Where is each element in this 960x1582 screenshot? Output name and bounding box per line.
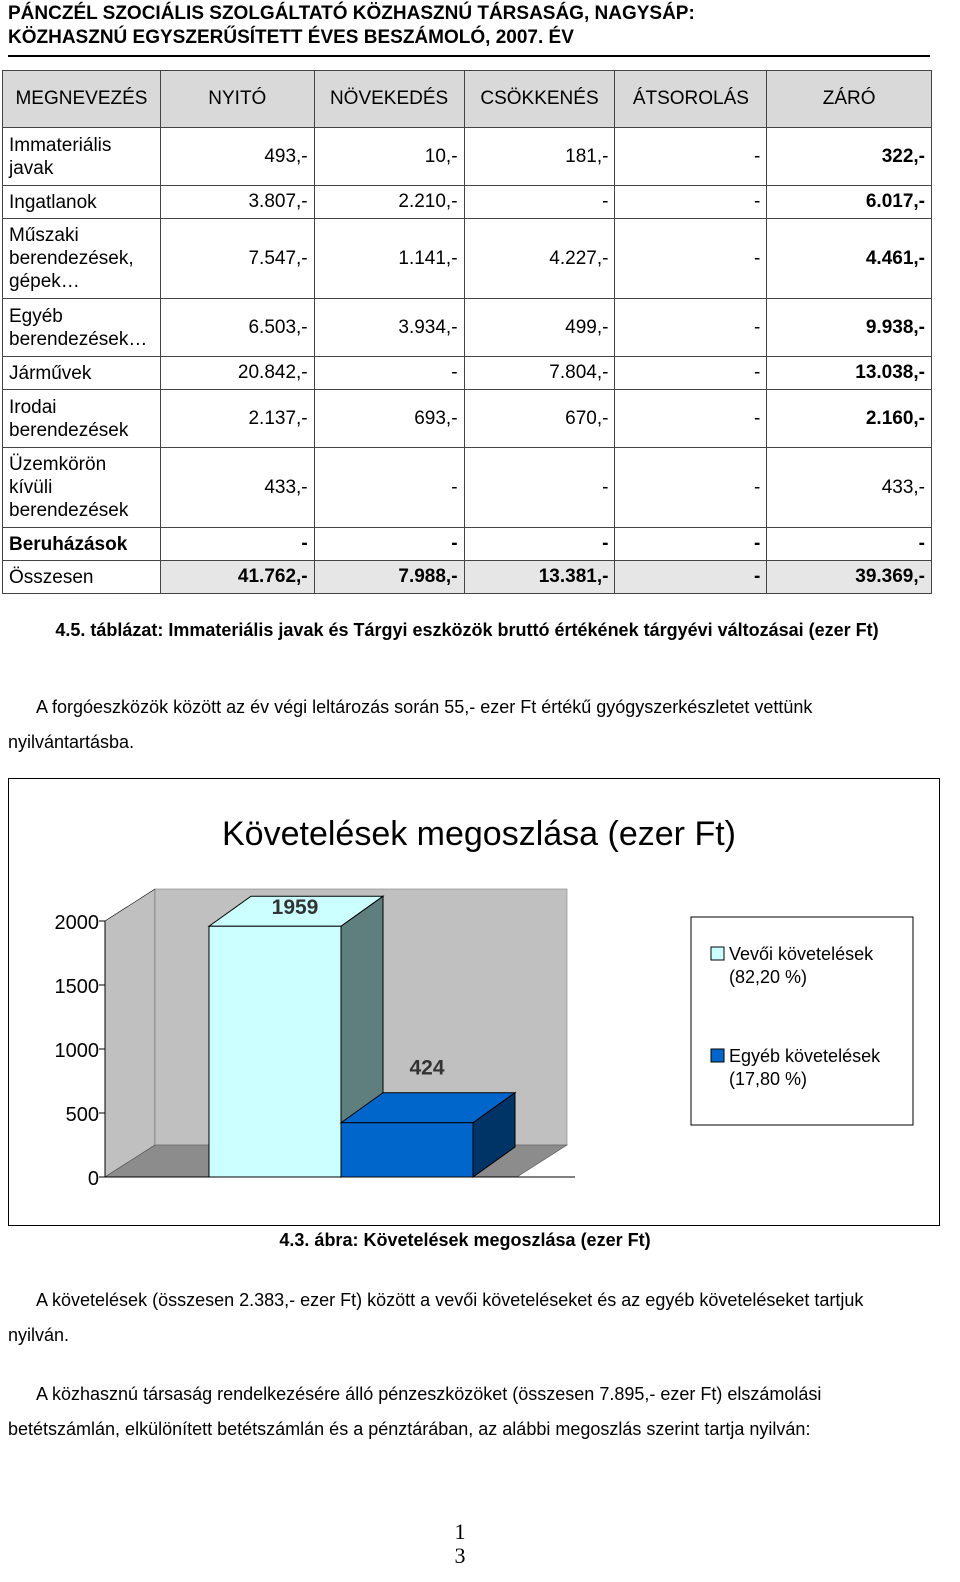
cell-csokkenes: - <box>464 528 615 561</box>
row-name: Összesen <box>3 561 161 594</box>
col-header-nyito: NYITÓ <box>160 71 314 128</box>
header-report-title: KÖZHASZNÚ EGYSZERŰSÍTETT ÉVES BESZÁMOLÓ, 2007. ÉV <box>8 27 574 48</box>
col-header-megnevezes: MEGNEVEZÉS <box>3 71 161 128</box>
bar-1 <box>341 1123 473 1177</box>
chart-title: Követelések megoszlása (ezer Ft) <box>222 815 736 853</box>
cell-atsorolas: - <box>615 561 767 594</box>
cell-zaro: 4.461,- <box>767 219 932 299</box>
row-name: Immateriális javak <box>3 128 161 186</box>
cell-csokkenes: 181,- <box>464 128 615 186</box>
chart-side-wall <box>105 889 155 1177</box>
legend-label-0: Vevői követelések <box>729 944 874 964</box>
paragraph-cash: A közhasznú társaság rendelkezésére álló pénzeszközöket (összesen 7.895,- ezer Ft) elszámolási betétszámlán, elkülönített betétszámlán és a pénztárában, az alábbi megoszlás szerint tartja nyilván: <box>8 1384 822 1439</box>
cell-nyito: 7.547,- <box>160 219 314 299</box>
cell-atsorolas: - <box>615 357 767 390</box>
y-tick-label: 2000 <box>54 912 99 934</box>
cell-csokkenes: 4.227,- <box>464 219 615 299</box>
legend-swatch-1 <box>711 1049 724 1062</box>
header-company-name: PÁNCZÉL SZOCIÁLIS SZOLGÁLTATÓ KÖZHASZNÚ TÁRSASÁG, NAGYSÁP: <box>8 3 695 24</box>
cell-nyito: 493,- <box>160 128 314 186</box>
cell-nyito: 6.503,- <box>160 299 314 357</box>
table-row <box>3 186 932 219</box>
cell-zaro: 13.038,- <box>767 357 932 390</box>
paragraph-receivables: A követelések (összesen 2.383,- ezer Ft) között a vevői követeléseket és az egyéb követeléseket tartjuk nyilván. <box>8 1290 864 1345</box>
cell-nyito: - <box>160 528 314 561</box>
assets-table <box>2 70 932 594</box>
table-row-total <box>3 561 932 594</box>
cell-zaro: 6.017,- <box>767 186 932 219</box>
cell-atsorolas: - <box>615 128 767 186</box>
cell-novekedes: 10,- <box>314 128 464 186</box>
cell-novekedes: 7.988,- <box>314 561 464 594</box>
cell-csokkenes: 7.804,- <box>464 357 615 390</box>
cell-atsorolas: - <box>615 390 767 448</box>
paragraph-inventory: A forgóeszközök között az év végi leltározás során 55,- ezer Ft értékű gyógyszerkészletet vettünk nyilvántartásba. <box>8 697 813 752</box>
col-header-novekedes: NÖVEKEDÉS <box>314 71 464 128</box>
y-tick-label: 0 <box>87 1168 99 1190</box>
table-row <box>3 528 932 561</box>
y-tick-label: 1500 <box>54 976 99 998</box>
table-caption: 4.5. táblázat: Immateriális javak és Tárgyi eszközök bruttó értékének tárgyévi változásai (ezer Ft) <box>55 620 879 640</box>
cell-zaro: - <box>767 528 932 561</box>
row-name: Műszaki berendezések, gépek… <box>3 219 161 299</box>
cell-nyito: 2.137,- <box>160 390 314 448</box>
table-row <box>3 219 932 299</box>
cell-novekedes: - <box>314 357 464 390</box>
cell-zaro: 9.938,- <box>767 299 932 357</box>
cell-atsorolas: - <box>615 186 767 219</box>
table-row <box>3 357 932 390</box>
table-row <box>3 128 932 186</box>
cell-nyito: 3.807,- <box>160 186 314 219</box>
cell-atsorolas: - <box>615 528 767 561</box>
cell-novekedes: 2.210,- <box>314 186 464 219</box>
chart-frame <box>8 778 940 1226</box>
chart-caption: 4.3. ábra: Követelések megoszlása (ezer Ft) <box>279 1230 651 1250</box>
receivables-chart <box>9 779 939 1225</box>
row-name: Egyéb berendezések… <box>3 299 161 357</box>
cell-csokkenes: 670,- <box>464 390 615 448</box>
table-header-row <box>3 71 932 128</box>
cell-novekedes: 1.141,- <box>314 219 464 299</box>
cell-nyito: 41.762,- <box>160 561 314 594</box>
cell-atsorolas: - <box>615 299 767 357</box>
cell-nyito: 20.842,- <box>160 357 314 390</box>
cell-zaro: 2.160,- <box>767 390 932 448</box>
bar-0 <box>209 926 341 1177</box>
legend-pct-0: (82,20 %) <box>729 967 808 987</box>
cell-csokkenes: - <box>464 448 615 528</box>
table-row <box>3 390 932 448</box>
row-name: Beruházások <box>3 528 161 561</box>
cell-zaro: 39.369,- <box>767 561 932 594</box>
cell-atsorolas: - <box>615 448 767 528</box>
row-name: Járművek <box>3 357 161 390</box>
col-header-zaro: ZÁRÓ <box>767 71 932 128</box>
data-label-0: 1959 <box>271 896 319 920</box>
col-header-csokkenes: CSÖKKENÉS <box>464 71 615 128</box>
cell-zaro: 322,- <box>767 128 932 186</box>
y-tick-label: 1000 <box>54 1040 99 1062</box>
cell-csokkenes: - <box>464 186 615 219</box>
page-number: 1 3 <box>454 1519 466 1568</box>
y-tick-label: 500 <box>65 1104 99 1126</box>
cell-nyito: 433,- <box>160 448 314 528</box>
legend-label-1: Egyéb követelések <box>729 1046 881 1066</box>
row-name: Irodai berendezések <box>3 390 161 448</box>
cell-novekedes: - <box>314 448 464 528</box>
document-header <box>8 2 928 50</box>
cell-novekedes: 3.934,- <box>314 299 464 357</box>
cell-csokkenes: 499,- <box>464 299 615 357</box>
table-row <box>3 448 932 528</box>
chart-layer <box>55 815 914 1190</box>
row-name: Ingatlanok <box>3 186 161 219</box>
col-header-atsorolas: ÁTSOROLÁS <box>615 71 767 128</box>
cell-csokkenes: 13.381,- <box>464 561 615 594</box>
cell-zaro: 433,- <box>767 448 932 528</box>
cell-novekedes: 693,- <box>314 390 464 448</box>
data-label-1: 424 <box>409 1056 445 1080</box>
cell-atsorolas: - <box>615 219 767 299</box>
legend-swatch-0 <box>711 947 724 960</box>
legend-pct-1: (17,80 %) <box>729 1069 808 1089</box>
table-row <box>3 299 932 357</box>
cell-novekedes: - <box>314 528 464 561</box>
row-name: Üzemkörön kívüli berendezések <box>3 448 161 528</box>
header-rule <box>8 55 930 57</box>
